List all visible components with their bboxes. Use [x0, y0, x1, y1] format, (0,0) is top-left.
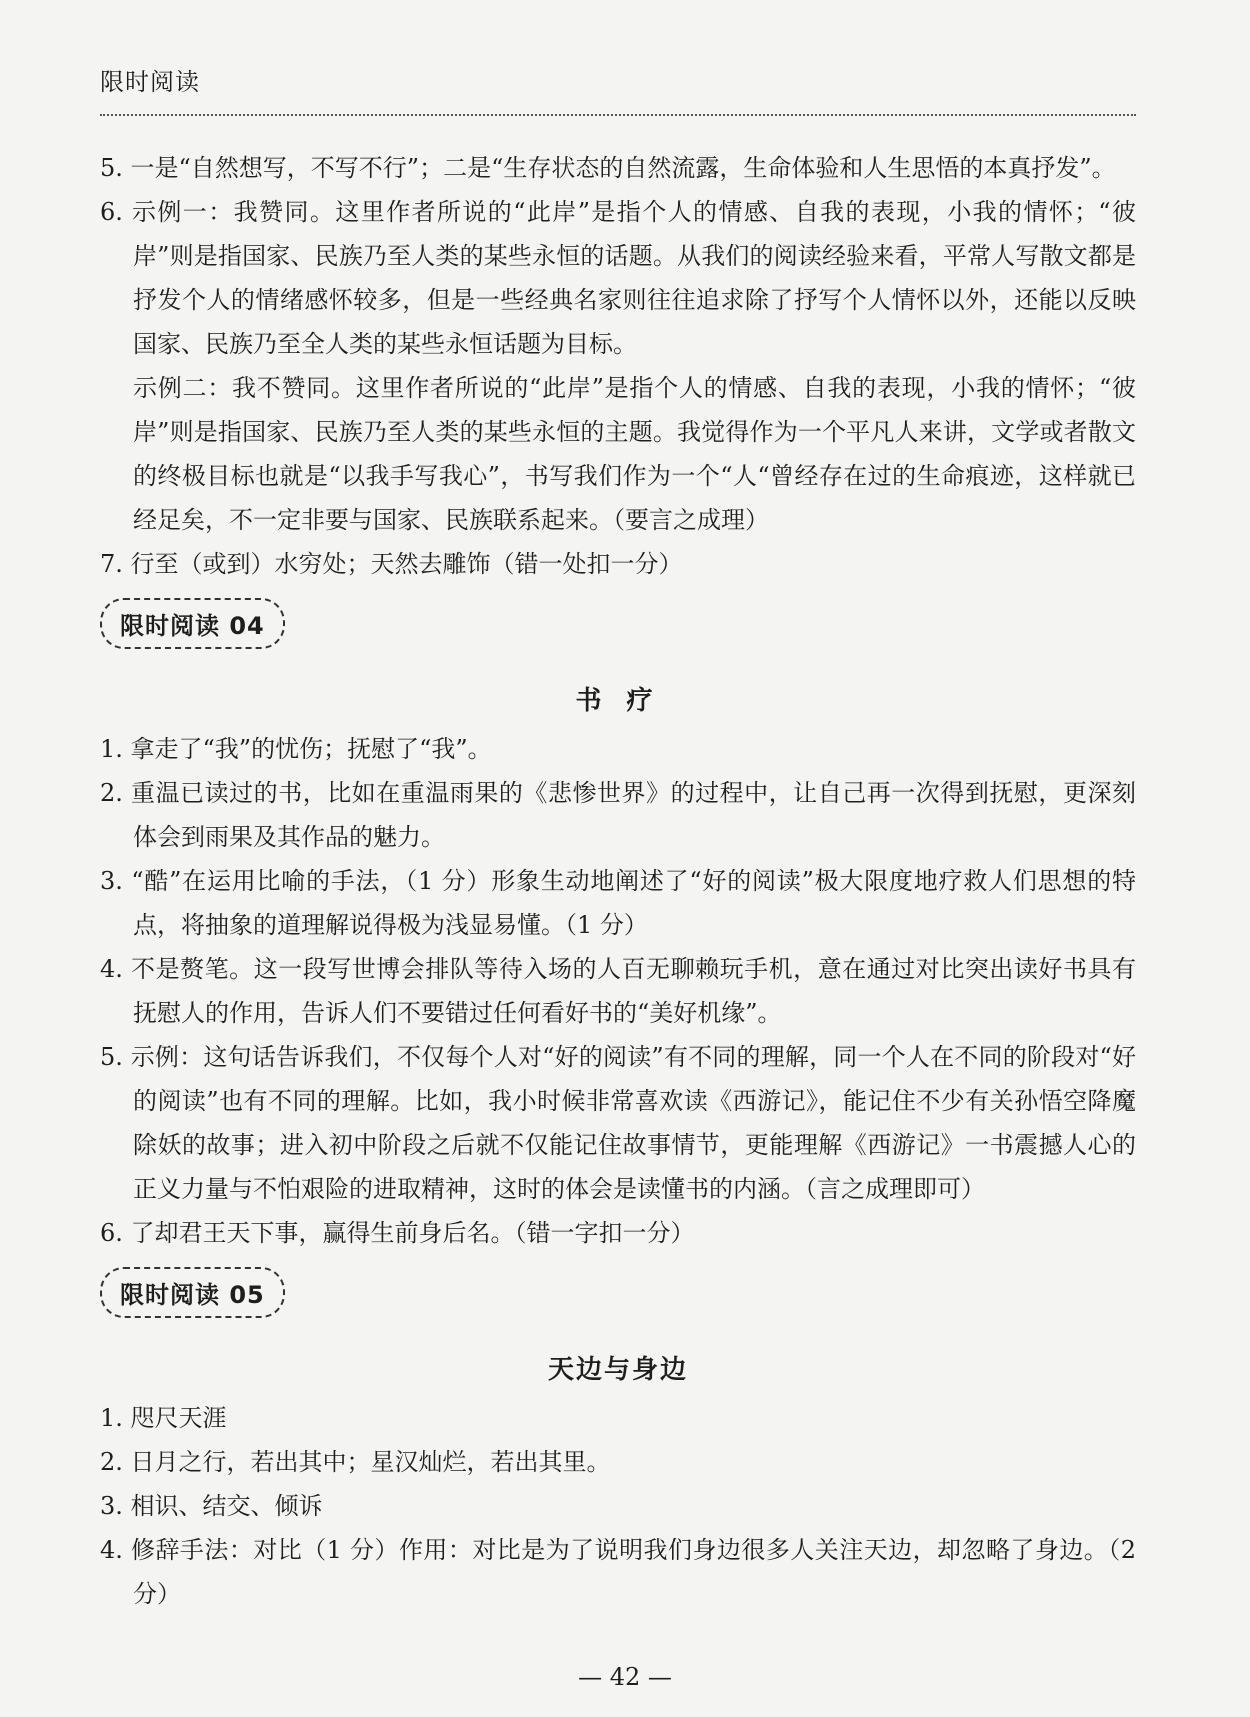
- answer-example: 示例二：我不赞同。这里作者所说的“此岸”是指个人的情感、自我的表现，小我的情怀；“彼岸”则是指国家、民族乃至人类的某些永恒的主题。我觉得作为一个平凡人来讲，文学或者散文的终极目标也就是“以我手写我心”，书写我们作为一个“人“曾经存在过的生命痕迹，这样就已经足矣，不一定非要与国家、民族联系起来。（要言之成理）: [133, 374, 1136, 534]
- section-badge-04: 限时阅读 04: [100, 598, 285, 649]
- answer-item: 7. 行至（或到）水穷处；天然去雕饰（错一处扣一分）: [100, 550, 683, 578]
- answer-item: 5. 一是“自然想写，不写不行”；二是“生存状态的自然流露，生命体验和人生思悟的本真抒发”。: [100, 154, 1116, 182]
- page-header-title: 限时阅读: [100, 68, 200, 96]
- answer-item: 6. 示例一：我赞同。这里作者所说的“此岸”是指个人的情感、自我的表现，小我的情怀；“彼岸”则是指国家、民族乃至人类的某些永恒的话题。从我们的阅读经验来看，平常人写散文都是抒发个人的情绪感怀较多，但是一些经典名家则往往追求除了抒写个人情怀以外，还能以反映国家、民族乃至全人类的某些永恒话题为目标。: [100, 198, 1136, 358]
- section-badge-05: 限时阅读 05: [100, 1267, 285, 1318]
- answer-item: 2. 重温已读过的书，比如在重温雨果的《悲惨世界》的过程中，让自己再一次得到抚慰，更深刻体会到雨果及其作品的魅力。: [100, 779, 1136, 851]
- answer-item: 4. 修辞手法：对比（1 分）作用：对比是为了说明我们身边很多人关注天边，却忽略了身边。（2 分）: [100, 1536, 1136, 1608]
- section-title-05: 天边与身边: [547, 1355, 688, 1385]
- answer-item: 3. 相识、结交、倾诉: [100, 1492, 323, 1520]
- section-title-04: 书 疗: [575, 686, 661, 716]
- answer-item: 6. 了却君王天下事，赢得生前身后名。（错一字扣一分）: [100, 1219, 695, 1247]
- answer-item: 4. 不是赘笔。这一段写世博会排队等待入场的人百无聊赖玩手机，意在通过对比突出读好书具有抚慰人的作用，告诉人们不要错过任何看好书的“美好机缘”。: [100, 955, 1136, 1027]
- page-number: — 42 —: [578, 1663, 672, 1691]
- answer-item: 5. 示例：这句话告诉我们，不仅每个人对“好的阅读”有不同的理解，同一个人在不同的阶段对“好的阅读”也有不同的理解。比如，我小时候非常喜欢读《西游记》，能记住不少有关孙悟空降魔除妖的故事；进入初中阶段之后就不仅能记住故事情节，更能理解《西游记》一书震撼人心的正义力量与不怕艰险的进取精神，这时的体会是读懂书的内涵。（言之成理即可）: [100, 1043, 1136, 1203]
- answer-item: 3. “酷”在运用比喻的手法，（1 分）形象生动地阐述了“好的阅读”极大限度地疗救人们思想的特点，将抽象的道理解说得极为浅显易懂。（1 分）: [100, 867, 1136, 939]
- header-divider: [100, 114, 1136, 116]
- answer-item: 1. 拿走了“我”的忧伤；抚慰了“我”。: [100, 735, 492, 763]
- answer-item: 1. 咫尺天涯: [100, 1404, 227, 1432]
- answer-content: [100, 146, 1136, 1616]
- answer-item: 2. 日月之行，若出其中；星汉灿烂，若出其里。: [100, 1448, 611, 1476]
